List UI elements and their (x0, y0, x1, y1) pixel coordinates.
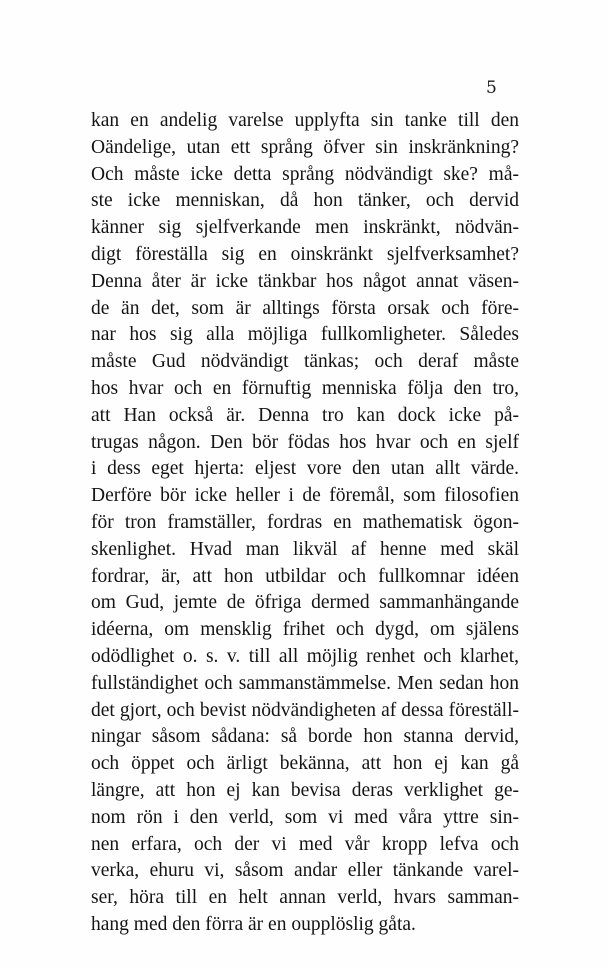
text-line: trugas någon. Den bör födas hos hvar och en sjelf (91, 431, 519, 453)
text-line: digt föreställa sig en oinskränkt sjelfverksamhet? (91, 243, 519, 265)
text-line: ser, höra till en helt annan verld, hvars samman- (91, 887, 519, 909)
text-line: fordrar, är, att hon utbildar och fullkomnar idéen (91, 565, 519, 587)
text-line: kan en andelig varelse upplyfta sin tanke till den (91, 110, 519, 131)
text-line: verka, ehuru vi, såsom andar eller tänkande varel- (91, 860, 519, 882)
text-line: de än det, som är alltings första orsak och före- (91, 297, 519, 319)
text-line: Oändelige, utan ett språng öfver sin inskränkning? (91, 136, 519, 158)
text-line: Denna åter är icke tänkbar hos något annat väsen- (91, 270, 519, 292)
text-line: måste Gud nödvändigt tänkas; och deraf måste (91, 351, 519, 373)
text-line: känner sig sjelfverkande men inskränkt, nödvän- (91, 217, 519, 239)
text-line: idéerna, om mensklig frihet och dygd, om själens (91, 619, 519, 641)
text-line: om Gud, jemte de öfriga dermed sammanhängande (91, 592, 519, 614)
text-line: ste icke menniskan, då hon tänker, och dervid (91, 190, 519, 212)
text-line: det gjort, och bevist nödvändigheten af dessa föreställ- (91, 699, 519, 721)
text-line: i dess eget hjerta: eljest vore den utan allt värde. (91, 458, 519, 480)
text-line: fullständighet och sammanstämmelse. Men sedan hon (91, 672, 519, 694)
text-line: hos hvar och en förnuftig menniska följa den tro, (91, 377, 519, 399)
body-text (91, 108, 519, 939)
text-line: nen erfara, och der vi med vår kropp lefva och (91, 833, 519, 855)
text-line: och öppet och ärligt bekänna, att hon ej kan gå (91, 753, 519, 775)
text-line: för tron framställer, fordras en mathematisk ögon- (91, 511, 519, 533)
text-line: nar hos sig alla möjliga fullkomligheter. Således (91, 324, 519, 346)
text-line: hang med den förra är en oupplöslig gåta. (91, 913, 416, 935)
page-number: 5 (486, 78, 497, 98)
text-line: längre, att hon ej kan bevisa deras verklighet ge- (91, 779, 519, 801)
text-line: att Han också är. Denna tro kan dock icke på- (91, 404, 519, 426)
text-line: skenlighet. Hvad man likväl af henne med skäl (91, 538, 519, 560)
text-line: Och måste icke detta språng nödvändigt ske? må- (91, 163, 519, 185)
text-line: nom rön i den verld, som vi med våra yttre sin- (91, 806, 519, 828)
text-line: odödlighet o. s. v. till all möjlig renhet och klarhet, (91, 645, 519, 667)
text-line: Derföre bör icke heller i de föremål, som filosofien (91, 485, 519, 507)
text-line: ningar såsom sådana: så borde hon stanna dervid, (91, 726, 519, 748)
